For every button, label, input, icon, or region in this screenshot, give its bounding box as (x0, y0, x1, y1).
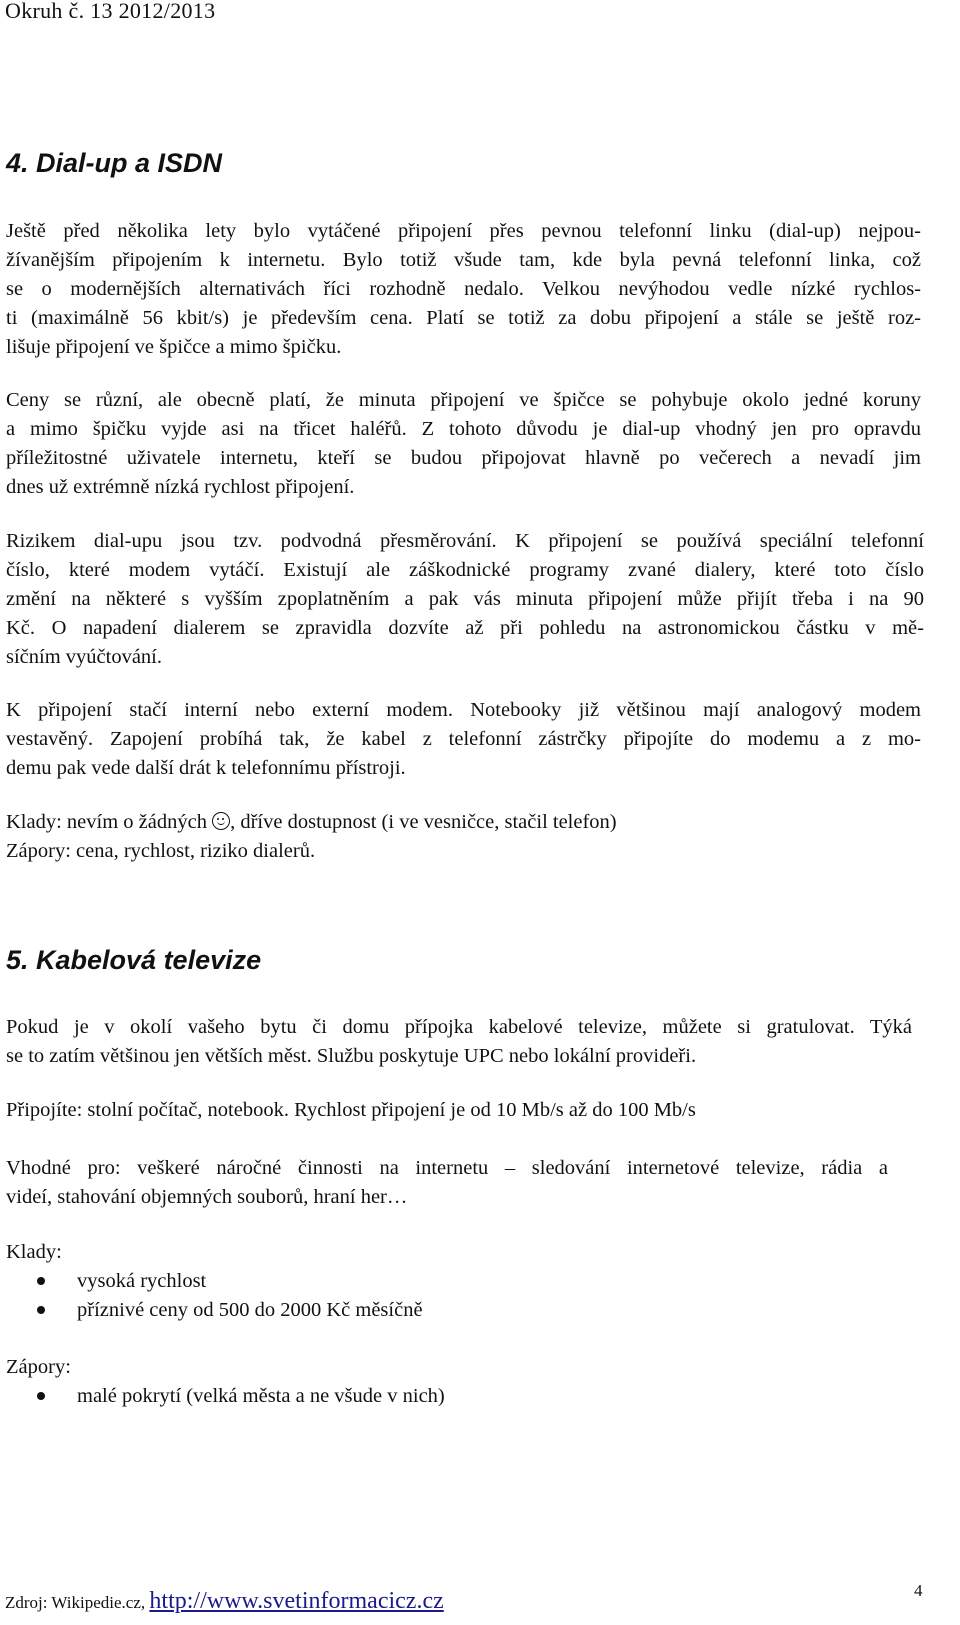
text-line: demu pak vede další drát k telefonnímu přístroji. (6, 757, 406, 779)
text-line: číslo, které modem vytáčí. Existují ale záškodnické programy zvané dialery, které toto číslo (6, 559, 924, 581)
text-line: Ještě před několika lety bylo vytáčené připojení přes pevnou telefonní linku (dial-up) nejpou- (6, 220, 921, 242)
text-line: a mimo špičku vyjde asi na třicet haléřů. Z tohoto důvodu je dial-up vhodný jen pro opravdu (6, 418, 921, 440)
text-line: Ceny se různí, ale obecně platí, že minuta připojení ve špičce se pohybuje okolo jedné koruny (6, 389, 921, 411)
text-line: Připojíte: stolní počítač, notebook. Rychlost připojení je od 10 Mb/s až do 100 Mb/s (6, 1099, 696, 1121)
section-4-paragraph-3 (6, 527, 924, 672)
text-line: žívanějším připojením k internetu. Bylo totiž všude tam, kde byla pevná telefonní linka, což (6, 249, 921, 271)
pros-text-rest: , dříve dostupnost (i ve vesničce, stačil telefon) (230, 811, 617, 833)
section-4-paragraph-4 (6, 696, 921, 783)
smiley-icon (212, 812, 230, 830)
text-line: Kč. O napadení dialerem se zpravidla dozvíte až při pohledu na astronomickou částku v mě- (6, 617, 924, 639)
bullet-icon (37, 1392, 45, 1400)
footer-link[interactable]: http://www.svetinformacicz.cz (149, 1588, 444, 1614)
pros-line (6, 808, 617, 837)
section-4-pros-cons (6, 808, 617, 866)
page-number: 4 (914, 1581, 923, 1600)
list-item-text: vysoká rychlost (77, 1270, 207, 1292)
text-line: změní na některé s vyšším zpoplatněním a pak vás minuta připojení může přijít třeba i na 90 (6, 588, 924, 610)
cons-line: Zápory: cena, rychlost, riziko dialerů. (6, 840, 316, 862)
section-5-cons-label: Zápory: (6, 1356, 71, 1378)
section-4-heading: 4. Dial-up a ISDN (6, 148, 223, 178)
page-footer (5, 1588, 444, 1615)
text-line: lišuje připojení ve špičce a mimo špičku. (6, 336, 342, 358)
text-line: se o modernějších alternativách říci rozhodně nedalo. Velkou nevýhodou vedle nízké rychlos- (6, 278, 921, 300)
text-line: ti (maximálně 56 kbit/s) je především cena. Platí se totiž za dobu připojení a stále se ještě roz- (6, 307, 921, 329)
footer-source: Zdroj: Wikipedie.cz, (5, 1593, 146, 1612)
text-line: K připojení stačí interní nebo externí modem. Notebooky již většinou mají analogový modem (6, 699, 921, 721)
section-5-pros-label: Klady: (6, 1241, 62, 1263)
text-line: Vhodné pro: veškeré náročné činnosti na internetu – sledování internetové televize, rádia a (6, 1157, 888, 1179)
text-line: Rizikem dial-upu jsou tzv. podvodná přesměrování. K připojení se používá speciální telefonní (6, 530, 924, 552)
text-line: dnes už extrémně nízká rychlost připojení. (6, 476, 355, 498)
section-5-connect (6, 1096, 696, 1125)
text-line: Pokud je v okolí vašeho bytu či domu přípojka kabelové televize, můžete si gratulovat. Týká (6, 1016, 912, 1038)
section-5-paragraph-1 (6, 1013, 912, 1071)
pros-text: Klady: nevím o žádných (6, 811, 207, 833)
page-header: Okruh č. 13 2012/2013 (5, 0, 216, 23)
list-item-text: příznivé ceny od 500 do 2000 Kč měsíčně (77, 1299, 423, 1321)
text-line: se to zatím většinou jen větších měst. Službu poskytuje UPC nebo lokální provideři. (6, 1045, 697, 1067)
section-4-paragraph-1 (6, 217, 921, 362)
text-line: videí, stahování objemných souborů, hraní her… (6, 1186, 408, 1208)
section-4-paragraph-2 (6, 386, 921, 502)
text-line: vestavěný. Zapojení probíhá tak, že kabel z telefonní zástrčky připojíte do modemu a z mo- (6, 728, 921, 750)
list-item-text: malé pokrytí (velká města a ne všude v nich) (77, 1385, 445, 1407)
bullet-icon (37, 1306, 45, 1314)
text-line: příležitostné uživatele internetu, kteří se budou připojovat hlavně po večerech a nevadí jim (6, 447, 921, 469)
section-5-suited (6, 1154, 888, 1212)
section-5-heading: 5. Kabelová televize (6, 945, 262, 975)
bullet-icon (37, 1277, 45, 1285)
text-line: síčním vyúčtování. (6, 646, 163, 668)
